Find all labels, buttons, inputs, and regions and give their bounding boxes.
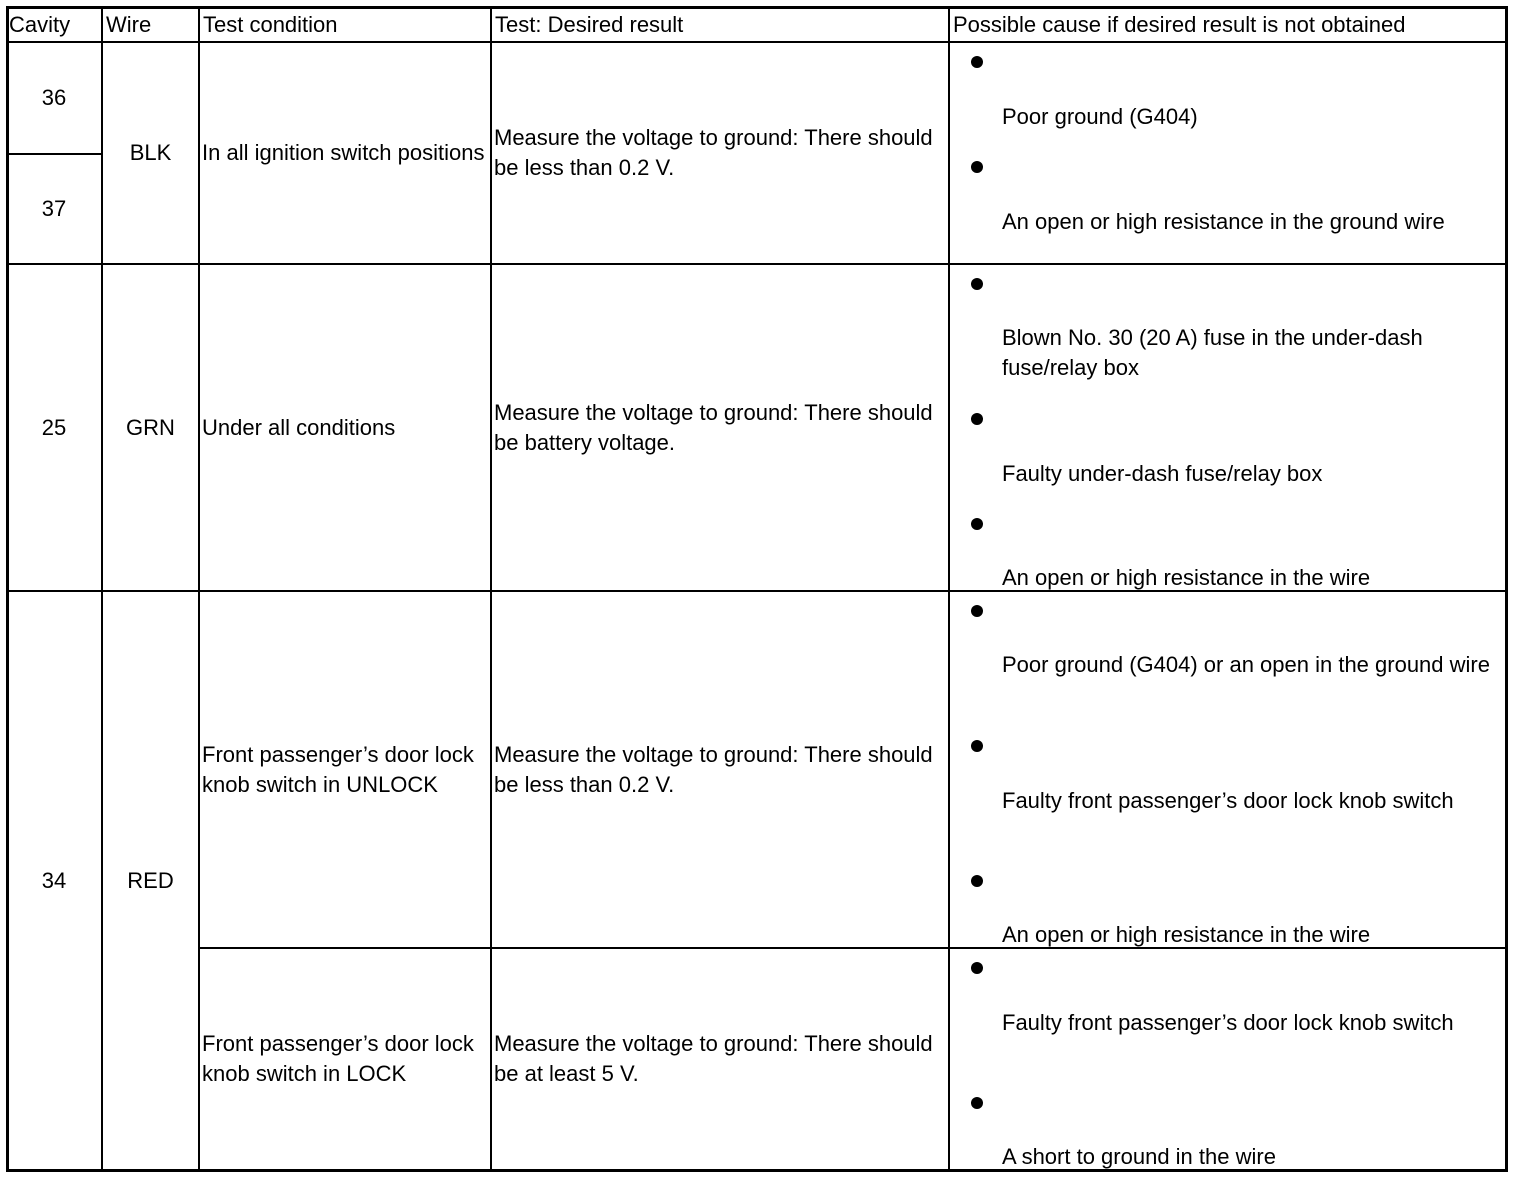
condition-text: In all ignition switch positions (202, 140, 485, 165)
header-desired-result: Test: Desired result (495, 12, 684, 37)
cause-text: An open or high resistance in the ground wire (1002, 209, 1445, 234)
result-line: Measure the voltage to ground: (494, 399, 799, 425)
condition-cell (202, 949, 488, 1169)
result-cell (494, 949, 946, 1169)
result-line: There should be at least 5 V. (494, 1031, 933, 1086)
result-line: Measure the voltage to ground: (494, 741, 799, 767)
cause-text: A short to ground in the wire (1002, 1144, 1276, 1169)
cause-text: Poor ground (G404) (1002, 104, 1198, 129)
result-cell (494, 43, 946, 263)
wire-cell: GRN (126, 414, 175, 440)
bullet-icon (971, 278, 983, 290)
condition-cell (202, 43, 488, 263)
result-line: Measure the voltage to ground: (494, 125, 799, 150)
result-line: There should be less than 0.2 V. (494, 741, 933, 797)
result-line: Measure the voltage to ground: (494, 1031, 799, 1056)
cause-text: Faulty under-dash fuse/relay box (1002, 461, 1323, 486)
header-possible-cause: Possible cause if desired result is not obtained (953, 12, 1406, 37)
cavity-cell: 25 (41, 414, 67, 440)
column-divider (948, 6, 950, 1172)
result-line: There should be less than 0.2 V. (494, 125, 933, 180)
bullet-icon (971, 413, 983, 425)
header-test-condition: Test condition (203, 12, 338, 37)
wire-cell: BLK (129, 140, 172, 165)
result-line: There should be battery voltage. (494, 399, 933, 455)
cause-text: Faulty front passenger’s door lock knob switch (1002, 1010, 1454, 1035)
column-divider (490, 6, 492, 1172)
bullet-icon (971, 161, 983, 173)
bullet-icon (971, 962, 983, 974)
wire-cell: RED (127, 867, 174, 893)
result-cell (494, 592, 946, 947)
condition-cell (202, 592, 488, 947)
cause-text: Blown No. 30 (20 A) fuse in the under-dash fuse/relay box (1002, 325, 1423, 380)
header-cavity: Cavity (9, 12, 71, 37)
bullet-icon (971, 740, 983, 752)
cavity-cell: 37 (41, 196, 67, 221)
condition-cell (202, 265, 488, 590)
cavity-cell: 36 (41, 85, 67, 110)
result-cell (494, 265, 946, 590)
condition-text: Front passenger’s door lock knob switch in UNLOCK (202, 741, 474, 797)
bullet-icon (971, 1097, 983, 1109)
bullet-icon (971, 518, 983, 530)
bullet-icon (971, 56, 983, 68)
bullet-icon (971, 875, 983, 887)
cause-text: Poor ground (G404) or an open in the ground wire (1002, 652, 1490, 677)
bullet-icon (971, 605, 983, 617)
column-divider (198, 6, 200, 1172)
cause-text: Faulty front passenger’s door lock knob switch (1002, 788, 1454, 813)
condition-text: Under all conditions (202, 414, 396, 440)
header-wire: Wire (106, 12, 152, 37)
cavity-cell: 34 (41, 867, 67, 893)
condition-text: Front passenger’s door lock knob switch in LOCK (202, 1031, 474, 1086)
cause-text: An open or high resistance in the wire (1002, 565, 1371, 590)
cause-text: An open or high resistance in the wire (1002, 922, 1371, 947)
